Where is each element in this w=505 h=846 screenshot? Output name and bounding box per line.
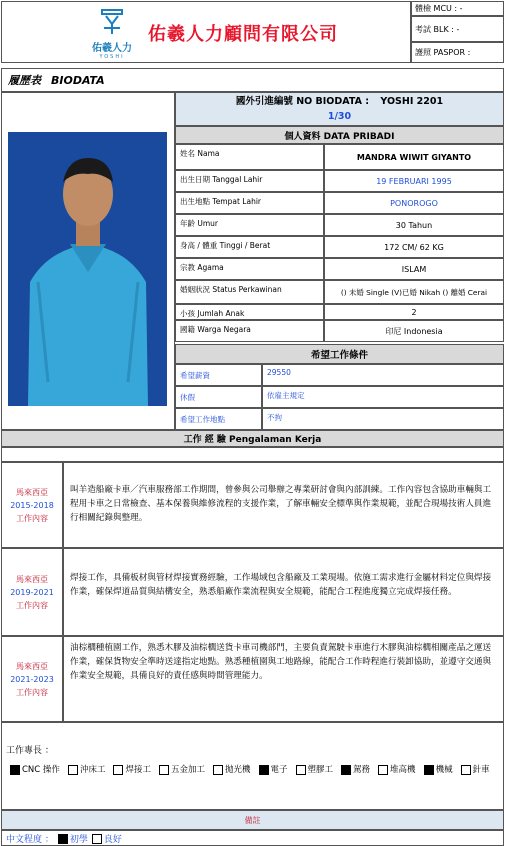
skill-label: 針車 (472, 765, 490, 775)
experience-description: 焊接工作，具備板材與管材焊接實務經驗，工作場域包含船廠及工業現場。依施工需求進行金屬材料定位與焊接作業，確保焊道品質與結構安全，熟悉船廠作業流程與安全規範，能配合工程進度獨立完成焊接任務。 (63, 548, 504, 636)
personal-value: 172 CM/ 62 KG (324, 236, 504, 258)
skill-checkbox[interactable] (113, 765, 123, 775)
skill-label: 焊接工 (125, 765, 151, 775)
personal-value: PONOROGO (324, 192, 504, 214)
skill-item (209, 765, 251, 775)
biodata-code: YOSHI 2201 (380, 96, 444, 107)
chinese-option-label: 良好 (103, 834, 122, 845)
personal-label: 國籍 Warga Negara (175, 320, 324, 342)
experience-description: 叫羊造船廠卡車／汽車服務部工作期間，曾參與公司舉辦之專業研討會與內部訓練。工作內容包含協助車輛與工程用卡車之日常檢查、基本保養與維修流程的支援作業，了解車輛安全標準與作業規範，並配合現場技術人員進行相關紀錄與整理。 (63, 462, 504, 548)
chinese-title: 中文程度 ： (6, 834, 54, 845)
personal-value: MANDRA WIWIT GIYANTO (324, 144, 504, 170)
biodata-count: 1/30 (327, 111, 352, 122)
skill-checkbox[interactable] (68, 765, 78, 775)
yoshi-logo-icon (80, 6, 144, 36)
personal-section-title: 個人資料 DATA PRIBADI (175, 126, 504, 144)
personal-label: 年齡 Umur (175, 214, 324, 236)
header-status (411, 1, 504, 63)
document-title (1, 68, 504, 92)
skill-item (109, 765, 151, 775)
skill-label: 拋光機 (224, 765, 251, 775)
experience-period (1, 462, 63, 548)
experience-country: 馬來西亞 (16, 487, 48, 497)
personal-label: 出生日期 Tanggal Lahir (175, 170, 324, 192)
chinese-checkbox[interactable] (58, 834, 68, 844)
skill-checkbox[interactable] (461, 765, 471, 775)
skill-item (292, 765, 334, 775)
experience-years: 2019-2021 (10, 587, 54, 597)
skill-label: 堆高機 (390, 765, 416, 775)
hope-value: 依雇主規定 (262, 386, 504, 408)
hope-value: 29550 (262, 364, 504, 386)
skill-label: 塑膠工 (307, 765, 334, 775)
personal-value: 19 FEBRUARI 1995 (324, 170, 504, 192)
title-zh: 履歷表 (8, 74, 41, 87)
skills-title: 工作專長 ： (6, 746, 54, 756)
paspor-status: 護照 PASPOR : (411, 42, 504, 63)
skills-list (6, 762, 501, 778)
skill-item (255, 765, 288, 775)
skills-box (1, 722, 504, 810)
skill-label: 電子 (270, 765, 288, 775)
skill-label: 沖床工 (79, 765, 106, 775)
skill-checkbox[interactable] (341, 765, 351, 775)
personal-label: 身高 / 體重 Tinggi / Berat (175, 236, 324, 258)
personal-value: 2 (324, 304, 504, 320)
experience-country: 馬來西亞 (16, 574, 48, 584)
personal-label: 姓名 Nama (175, 144, 324, 170)
hope-value: 不拘 (262, 408, 504, 430)
skill-label: 五金加工 (170, 765, 205, 775)
skill-checkbox[interactable] (378, 765, 388, 775)
skill-checkbox[interactable] (213, 765, 223, 775)
experience-period (1, 636, 63, 722)
chinese-checkbox[interactable] (92, 834, 102, 844)
skill-label: CNC 操作 (22, 765, 60, 775)
personal-value: 印尼 Indonesia (324, 320, 504, 342)
chinese-options (54, 832, 122, 845)
company-name: 佑羲人力顧問有限公司 (148, 24, 338, 45)
experience-label: 工作內容 (16, 513, 48, 523)
experience-label: 工作內容 (16, 600, 48, 610)
skill-item (6, 765, 60, 775)
skill-checkbox[interactable] (259, 765, 269, 775)
experience-description: 油棕櫚種植園工作，熟悉木膠及油棕櫚送貨卡車司機部門，主要負責駕駛卡車進行木膠與油棕櫚相關產品之運送作業，確保貨物安全準時送達指定地點。熟悉種植園與工地路線，能配合工作時程進行裝卸協助，並遵守交通與作業安全規範，具備良好的責任感與時間管理能力。 (63, 636, 504, 722)
skill-item (374, 765, 416, 775)
personal-label: 出生地點 Tempat Lahir (175, 192, 324, 214)
skill-label: 駕務 (353, 765, 371, 775)
skill-item (337, 765, 370, 775)
skill-item (155, 765, 205, 775)
remarks-title: 備註 (244, 815, 261, 825)
experience-years: 2015-2018 (10, 500, 54, 510)
biodata-prefix: 國外引進編號 NO BIODATA : (235, 96, 370, 107)
skill-checkbox[interactable] (10, 765, 20, 775)
logo-sub: YOSHI (99, 54, 125, 60)
person-photo-icon (8, 132, 167, 406)
personal-value: 30 Tahun (324, 214, 504, 236)
experience-years: 2021-2023 (10, 674, 54, 684)
chinese-option-label: 初學 (69, 834, 88, 845)
experience-label: 工作內容 (16, 687, 48, 697)
personal-value: () 未婚 Single (V)已婚 Nikah () 離婚 Cerai (324, 280, 504, 304)
skill-checkbox[interactable] (424, 765, 434, 775)
skill-item (64, 765, 106, 775)
experience-period (1, 548, 63, 636)
experience-spacer (1, 447, 504, 462)
applicant-photo (8, 132, 167, 406)
company-logo (80, 6, 144, 61)
personal-value: ISLAM (324, 258, 504, 280)
personal-label: 婚姻狀況 Status Perkawinan (175, 280, 324, 304)
personal-label: 宗教 Agama (175, 258, 324, 280)
hope-label: 休假 (175, 386, 262, 408)
header-box (1, 1, 411, 63)
skill-item (457, 765, 490, 775)
chinese-level (1, 830, 504, 846)
hope-section-title: 希望工作條件 (175, 344, 504, 364)
hope-label: 希望工作地點 (175, 408, 262, 430)
skill-checkbox[interactable] (296, 765, 306, 775)
skill-label: 機械 (435, 765, 453, 775)
personal-label: 小孩 Jumlah Anak (175, 304, 324, 320)
experience-section-title: 工作 經 驗 Pengalaman Kerja (183, 435, 322, 445)
title-en: BIODATA (51, 73, 105, 87)
hope-label: 希望薪資 (175, 364, 262, 386)
biodata-number (175, 92, 504, 126)
experience-country: 馬來西亞 (16, 661, 48, 671)
skill-item (420, 765, 453, 775)
skill-checkbox[interactable] (159, 765, 169, 775)
blk-status: 考試 BLK : - (411, 16, 504, 42)
logo-text: 佑羲人力 (92, 43, 132, 54)
mcu-status: 體檢 MCU : - (411, 1, 504, 16)
remarks-bar (1, 810, 504, 830)
